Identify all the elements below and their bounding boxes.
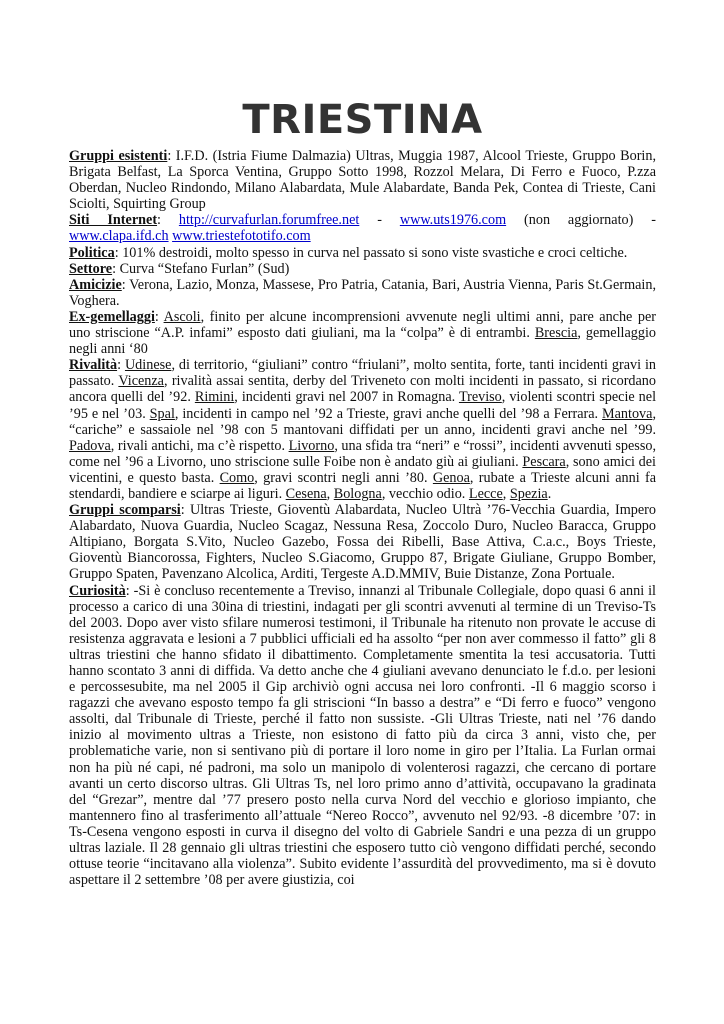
text-segment: , finito per alcune incomprensioni avvenute negli ultimi anni, pare anche per uno striscione “A.P. infami” esposto dati giuliani, ma la “colpa” è di entrambi. <box>69 308 656 342</box>
label-ex-gemellaggi: Ex-gemellaggi <box>69 308 155 325</box>
paragraph-settore <box>69 261 656 277</box>
link-curvafurlan[interactable]: http://curvafurlan.forumfree.net <box>178 212 360 229</box>
team-padova: Padova <box>69 437 111 454</box>
text-curiosita: : -Si è concluso recentemente a Treviso, innanzi al Tribunale Collegiale, dopo quasi 6 anni il processo a carico di una 30ina di triestini, indagati per gli scontri avvenuti al termine di un Treviso-Ts del 2003. Dopo aver visto sfilare numerosi testimoni, il Tribunale ha ritenuto non provate le accuse di resistenza aggravata e lesioni a 7 pubblici ufficiali ed ha assolto “per non aver commesso il fatto” gli 8 ultras triestini che hanno sfidato il dibattimento. Completamente smentita la tesi accusatoria. Tutti hanno scontato 3 anni di diffida. Va detto anche che 4 giuliani avevano denunciato le f.d.o. per lesioni e percossesubite, ma nel 2005 il Gip archiviò ogni accusa nei loro confronti. -Il 6 maggio scorso i ragazzi che avevano esposto tempo fa gli striscioni “In basso a destra” e “Di ferro e fuoco” vengono assolti, dal Tribunale di Trieste, perché il fatto non sussiste. -Gli Ultras Trieste, nati nel ’76 dando inizio al movimento ultras a Trieste, non esistono di fatto più da circa 3 anni, visto che, per problematiche varie, non si sentivano più di portare il loro nome in giro per l’Italia. La Furlan ormai non ha più né capi, né padroni, ma solo un manipolo di volenterosi ragazzi, che cercano di portare avanti un certo discorso ultras. Gli Ultras Ts, nel loro primo anno d’attività, occupavano la gradinata del “Grezar”, mentre dal ’77 presero posto nella curva Nord del vecchio e glorioso impianto, che mantennero fino al trasferimento all’attuale “Nereo Rocco”, avvenuto nel 92/93. -8 dicembre ’07: in Ts-Cesena vengono esposti in curva il disegno del volto di Gabriele Sandri e una pezza di un gruppo ultras laziale. Il 28 gennaio gli ultras triestini che esposero tutto ciò vengono diffidati perché, secondo ottuse teorie “incitavano alla violenza”. Subito evidente l’assurdità del provvedimento, ma si è dovuto aspettare il 2 settembre ’08 per avere giustizia, coi <box>69 582 656 889</box>
paragraph-siti-internet <box>69 212 656 244</box>
link-uts1976[interactable]: www.uts1976.com <box>399 212 507 229</box>
text-politica: : 101% destroidi, molto spesso in curva nel passato si sono viste svastiche e croci celtiche. <box>114 244 628 261</box>
team-genoa: Genoa <box>432 469 470 486</box>
team-brescia: Brescia <box>534 325 578 342</box>
team-lecce: Lecce <box>468 485 503 502</box>
separator: (non aggiornato) - <box>506 212 656 229</box>
separator: : <box>157 212 179 229</box>
paragraph-gruppi-esistenti <box>69 148 656 212</box>
text-gruppi-esistenti: : I.F.D. (Istria Fiume Dalmazia) Ultras, Muggia 1987, Alcool Trieste, Gruppo Borin, Brigata Belfast, La Sporca Ventina, Gruppo Sotto 1998, Rozzol Melara, Di Ferro e Fuoco, P.zza Oberdan, Nucleo Rindondo, Milano Alabardata, Mule Alabardate, Banda Pek, Contea di Trieste, Cani Sciolti, Squirting Group <box>69 148 656 213</box>
text-segment: , incidenti gravi nel 2007 in Romagna. <box>234 389 459 406</box>
text-segment: : <box>117 357 125 374</box>
paragraph-curiosita <box>69 583 656 889</box>
text-segment: , <box>502 485 510 502</box>
paragraph-politica <box>69 245 656 261</box>
label-siti-internet: Siti Internet <box>69 212 158 229</box>
text-segment: , <box>326 485 334 502</box>
team-mantova: Mantova <box>602 405 653 422</box>
label-curiosita: Curiosità <box>69 582 126 599</box>
document-body <box>69 148 656 888</box>
paragraph-gruppi-scomparsi <box>69 502 656 582</box>
team-como: Como <box>219 469 255 486</box>
text-segment: , gravi scontri negli anni ’80. <box>254 469 433 486</box>
label-settore: Settore <box>69 260 113 277</box>
label-rivalita: Rivalità <box>69 357 118 374</box>
team-livorno: Livorno <box>288 437 335 454</box>
paragraph-ex-gemellaggi <box>69 309 656 357</box>
text-segment: , sono amici dei vicentini, e questo basta. <box>69 453 656 486</box>
text-segment: , rubate a Trieste alcuni anni fa stendardi, bandiere e sciarpe ai liguri. <box>69 469 656 502</box>
text-gruppi-scomparsi: : Ultras Trieste, Gioventù Alabardata, Nucleo Ultrà ’76-Vecchia Guardia, Impero Alabardato, Nuova Guardia, Nucleo Scagaz, Nessuna Resa, Zoccolo Duro, Nucleo Baracca, Gruppo Altipiano, Borgata S.Vito, Nucleo Gazebo, Fossa dei Ribelli, Base Attiva, C.a.c., Boys Trieste, Gioventù Biancorossa, Fighters, Nucleo S.Giacomo, Gruppo 87, Brigate Giuliane, Gruppo Bomber, Gruppo Spaten, Pavenzano Alcolica, Arditi, Tergeste A.D.MMIV, Buie Distanze, Zona Portuale. <box>69 502 656 583</box>
team-spal: Spal <box>149 405 175 422</box>
text-segment: , una sfida tra “neri” e “rossi”, incidenti avvenuti spesso, come nel ’96 a Livorno, uno striscione sulle Foibe non è andato giù ai giuliani. <box>69 437 656 470</box>
team-cesena: Cesena <box>285 485 327 502</box>
text-segment: . <box>547 485 552 502</box>
text-segment: , “cariche” e sassaiole nel ’98 con 5 mantovani diffidati per un anno, incidenti gravi anche nel ’99. <box>69 405 656 438</box>
team-spezia: Spezia <box>509 485 548 502</box>
team-vicenza: Vicenza <box>118 373 164 390</box>
text-segment: : <box>154 308 164 325</box>
team-ascoli: Ascoli <box>163 308 201 325</box>
text-segment: , incidenti in campo nel ’92 a Trieste, gravi anche quelli del ’98 a Ferrara. <box>174 405 602 422</box>
text-settore: : Curva “Stefano Furlan” (Sud) <box>112 260 290 277</box>
text-segment: , rivalità assai sentita, derby del Triveneto con molti incidenti in passato, si ricordano ancora quelli del ’92. <box>69 373 656 406</box>
text-segment: , rivali antichi, ma c’è rispetto. <box>110 437 289 454</box>
label-amicizie: Amicizie <box>69 276 122 293</box>
label-gruppi-scomparsi: Gruppi scomparsi <box>69 502 181 519</box>
paragraph-rivalita <box>69 357 656 502</box>
team-pescara: Pescara <box>522 453 566 470</box>
text-amicizie: : Verona, Lazio, Monza, Massese, Pro Patria, Catania, Bari, Austria Vienna, Paris St.Germain, Voghera. <box>69 276 656 309</box>
team-udinese: Udinese <box>124 357 172 374</box>
page-title: TRIESTINA <box>242 97 483 143</box>
document-page <box>69 96 656 888</box>
paragraph-amicizie <box>69 277 656 309</box>
link-triestefototifo[interactable]: www.triestefototifo.com <box>172 228 311 245</box>
team-bologna: Bologna <box>333 485 382 502</box>
team-rimini: Rimini <box>194 389 235 406</box>
link-clapa[interactable]: www.clapa.ifd.ch <box>69 228 169 245</box>
label-politica: Politica <box>69 244 115 261</box>
team-treviso: Treviso <box>458 389 502 406</box>
text-segment: , gemellaggio negli anni ‘80 <box>69 325 656 358</box>
text-segment: , violenti scontri specie nel ’95 e nel ’03. <box>69 389 657 422</box>
label-gruppi-esistenti: Gruppi esistenti <box>69 148 168 164</box>
text-segment: , di territorio, “giuliani” contro “friulani”, molto sentita, forte, tanti incidenti gravi in passato. <box>69 357 656 390</box>
separator: - <box>359 212 400 229</box>
text-segment: , vecchio odio. <box>381 485 469 502</box>
